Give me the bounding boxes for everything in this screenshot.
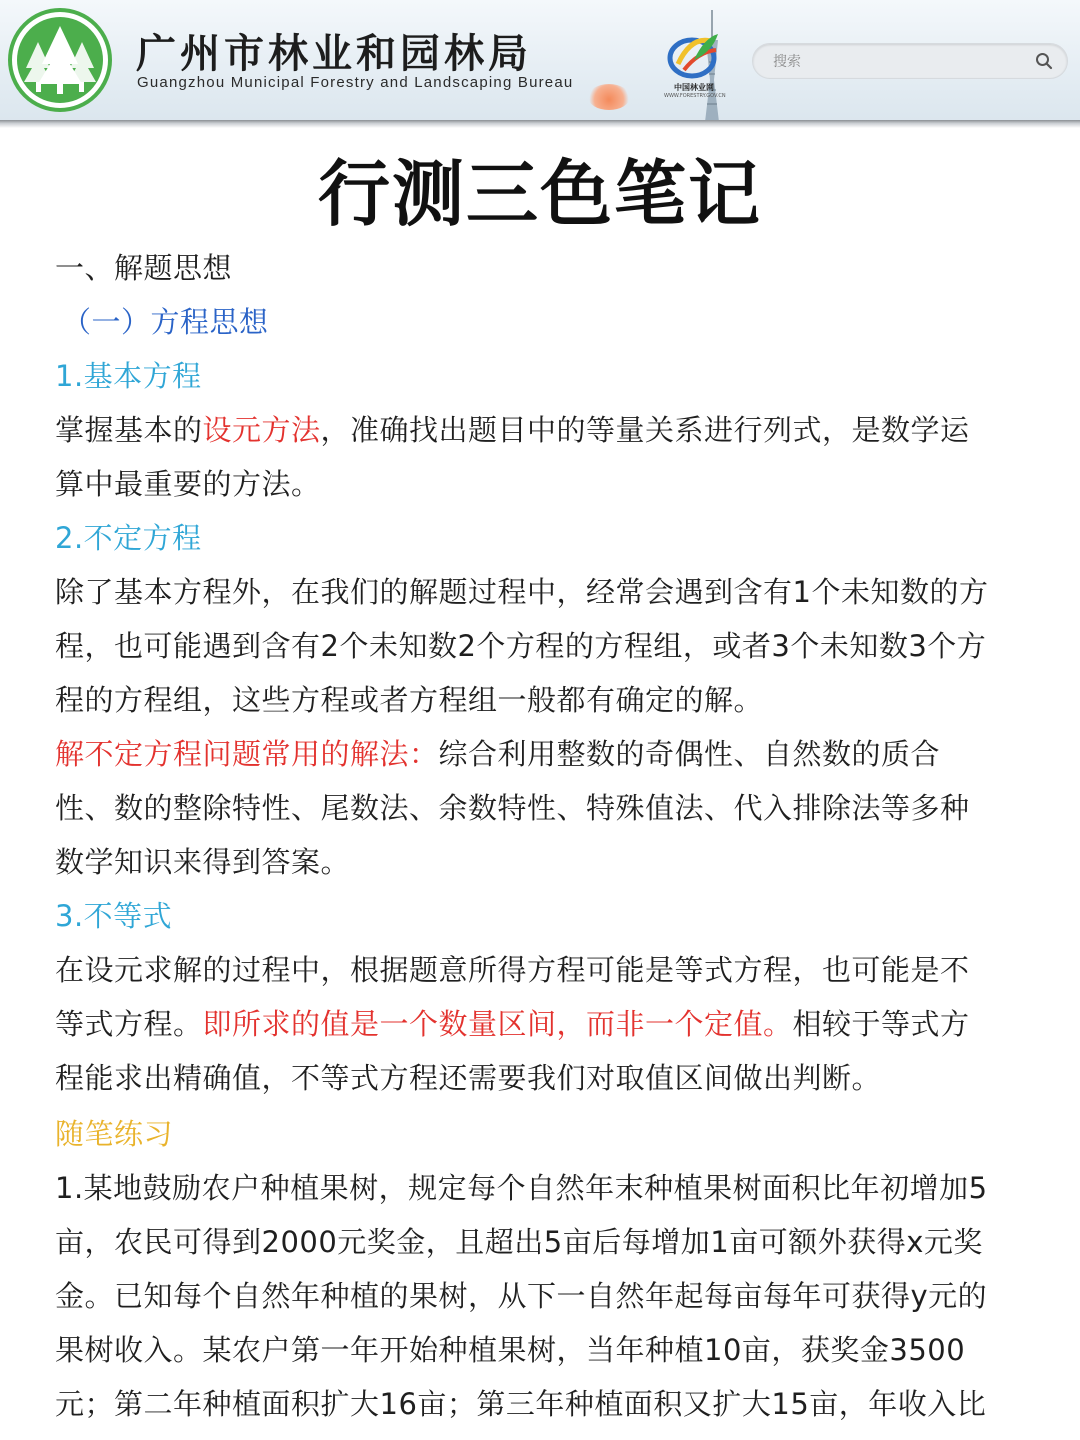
- sunset-decoration: [588, 84, 630, 110]
- topic-heading-inequality: 3.不等式: [55, 899, 173, 933]
- highlight-span: 解不定方程问题常用的解法：: [55, 737, 439, 771]
- practice-line: 元；第二年种植面积扩大16亩；第三年种植面积又扩大15亩，年收入比: [55, 1387, 987, 1421]
- paragraph-line: 程的方程组，这些方程或者方程组一般都有确定的解。: [55, 683, 764, 717]
- search-box: [752, 43, 1068, 79]
- practice-line: 亩，农民可得到2000元奖金，且超出5亩后每增加1亩可额外获得x元奖: [55, 1225, 983, 1259]
- paragraph-line: 算中最重要的方法。: [55, 467, 321, 501]
- header-divider: [0, 120, 1080, 128]
- paragraph-line: 除了基本方程外，在我们的解题过程中，经常会遇到含有1个未知数的方: [55, 575, 989, 609]
- paragraph-line: 数学知识来得到答案。: [55, 845, 351, 879]
- paragraph-line: [55, 1004, 970, 1044]
- document-title: 行测三色笔记: [317, 151, 762, 236]
- search-icon[interactable]: [1035, 52, 1053, 70]
- text-span: 相较于等式方: [792, 1007, 970, 1041]
- paragraph-line: 在设元求解的过程中，根据题意所得方程可能是等式方程，也可能是不: [55, 953, 970, 987]
- topic-heading-basic-equation: 1.基本方程: [55, 359, 202, 393]
- paragraph-line: [55, 734, 940, 774]
- paragraph-line: 程，也可能遇到含有2个未知数2个方程的方程组，或者3个未知数3个方: [55, 629, 987, 663]
- bureau-name-cn: 广州市林业和园林局: [136, 31, 532, 77]
- text-span: 等式方程。: [55, 1007, 203, 1041]
- practice-line: 金。已知每个自然年种植的果树，从下一自然年起每亩每年可获得y元的: [55, 1279, 988, 1313]
- bureau-logo-icon[interactable]: [8, 8, 112, 112]
- topic-heading-indeterminate-equation: 2.不定方程: [55, 521, 202, 555]
- forestry-network-logo-icon[interactable]: [664, 30, 722, 82]
- text-span: 掌握基本的: [55, 413, 203, 447]
- subsection-heading: （一）方程思想: [62, 305, 269, 339]
- text-span: 综合利用整数的奇偶性、自然数的质合: [438, 737, 941, 771]
- practice-heading: 随笔练习: [55, 1117, 174, 1151]
- highlight-span: 即所求的值是一个数量区间，而非一个定值。: [202, 1007, 793, 1041]
- highlight-span: 设元方法: [202, 413, 321, 447]
- paragraph-line: 性、数的整除特性、尾数法、余数特性、特殊值法、代入排除法等多种: [55, 791, 970, 825]
- search-input[interactable]: [771, 44, 1015, 80]
- site-header: [0, 0, 1080, 122]
- practice-line: 果树收入。某农户第一年开始种植果树，当年种植10亩，获奖金3500: [55, 1333, 966, 1367]
- text-span: ，准确找出题目中的等量关系进行列式，是数学运: [320, 413, 970, 447]
- practice-line: 1.某地鼓励农户种植果树，规定每个自然年末种植果树面积比年初增加5: [55, 1171, 988, 1205]
- forestry-network-label: 中国林业网: [674, 83, 714, 92]
- paragraph-line: [55, 410, 970, 450]
- forestry-network-url: WWW.FORESTRY.GOV.CN: [664, 93, 726, 99]
- section-heading: 一、解题思想: [55, 251, 233, 285]
- paragraph-line: 程能求出精确值，不等式方程还需要我们对取值区间做出判断。: [55, 1061, 882, 1095]
- bureau-name-en: Guangzhou Municipal Forestry and Landscaping Bureau: [137, 74, 574, 91]
